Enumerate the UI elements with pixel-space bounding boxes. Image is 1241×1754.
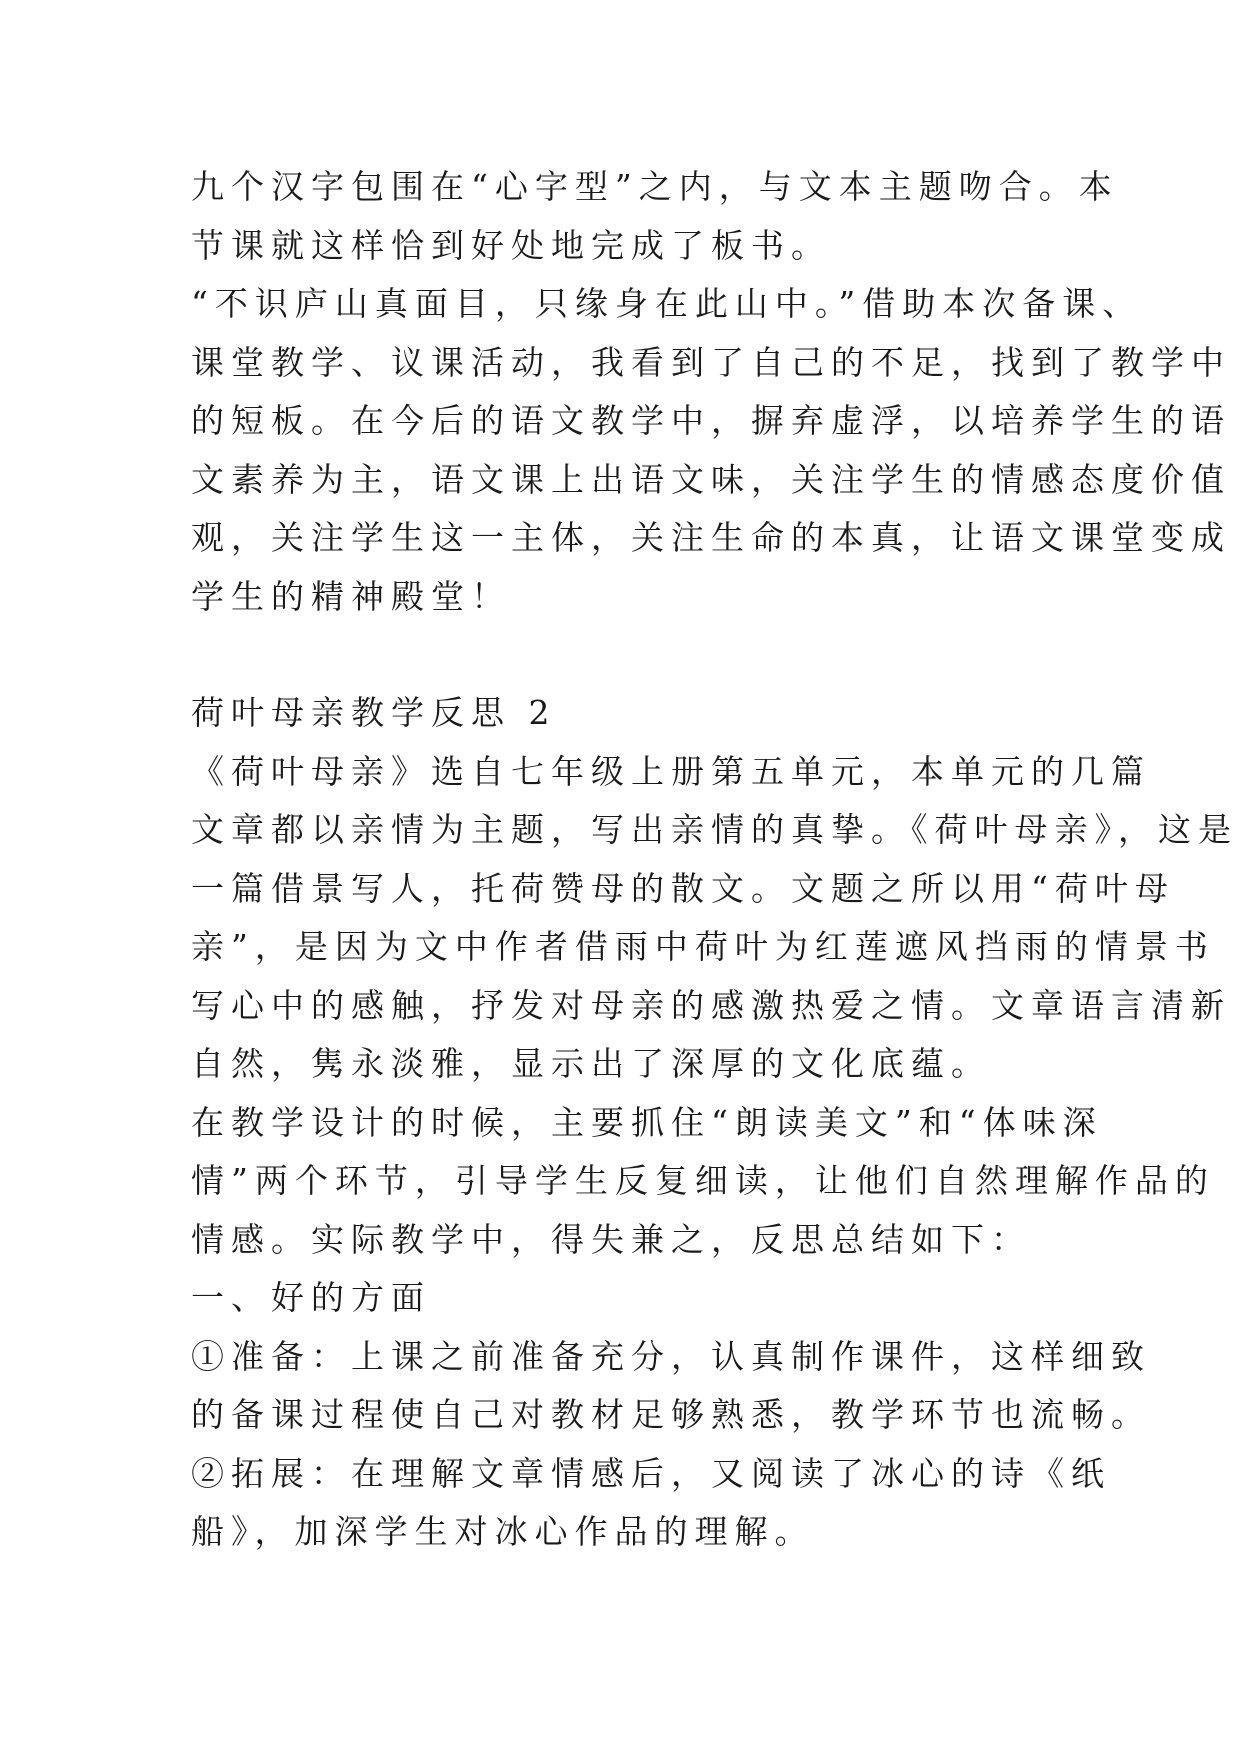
text-line: 学生的精神殿堂！ bbox=[191, 576, 511, 616]
text-line: 一篇借景写人，托荷赞母的散文。文题之所以用“荷叶母 bbox=[191, 868, 1175, 908]
section-title: 荷叶母亲教学反思 2 bbox=[191, 693, 557, 732]
text-line: 在教学设计的时候，主要抓住“朗读美文”和“体味深 bbox=[191, 1102, 1103, 1142]
text-line: ①准备：上课之前准备充分，认真制作课件，这样细致 bbox=[191, 1336, 1151, 1376]
text-line: 文素养为主，语文课上出语文味，关注学生的情感态度价值 bbox=[191, 459, 1231, 499]
text-line: 文章都以亲情为主题，写出亲情的真挚。《荷叶母亲》，这是 bbox=[191, 810, 1238, 849]
document-body bbox=[191, 158, 1238, 1562]
text-line: 《荷叶母亲》选自七年级上册第五单元，本单元的几篇 bbox=[191, 751, 1151, 791]
text-line: 写心中的感触，抒发对母亲的感激热爱之情。文章语言清新 bbox=[191, 985, 1231, 1025]
text-line: 船》，加深学生对冰心作品的理解。 bbox=[191, 1512, 815, 1551]
paragraph-spacer bbox=[191, 626, 1071, 684]
text-line: 观，关注学生这一主体，关注生命的本真，让语文课堂变成 bbox=[191, 518, 1231, 557]
subheading: 一、好的方面 bbox=[191, 1278, 431, 1317]
text-line: 情”两个环节，引导学生反复细读，让他们自然理解作品的 bbox=[191, 1161, 1215, 1200]
text-line: 的备课过程使自己对教材足够熟悉，教学环节也流畅。 bbox=[191, 1395, 1151, 1434]
text-line: 的短板。在今后的语文教学中，摒弃虚浮，以培养学生的语 bbox=[191, 401, 1231, 440]
text-line: 九个汉字包围在“心字型”之内，与文本主题吻合。本 bbox=[191, 167, 1119, 206]
text-line: 亲”，是因为文中作者借雨中荷叶为红莲遮风挡雨的情景书 bbox=[191, 927, 1215, 966]
text-line: 情感。实际教学中，得失兼之，反思总结如下： bbox=[191, 1219, 1031, 1259]
text-line: “不识庐山真面目，只缘身在此山中。”借助本次备课、 bbox=[191, 284, 1143, 323]
text-line: 自然，隽永淡雅，显示出了深厚的文化底蕴。 bbox=[191, 1044, 991, 1083]
text-line: ②拓展：在理解文章情感后，又阅读了冰心的诗《纸 bbox=[191, 1453, 1111, 1493]
text-line: 节课就这样恰到好处地完成了板书。 bbox=[191, 225, 831, 265]
text-line: 课堂教学、议课活动，我看到了自己的不足，找到了教学中 bbox=[191, 342, 1231, 382]
